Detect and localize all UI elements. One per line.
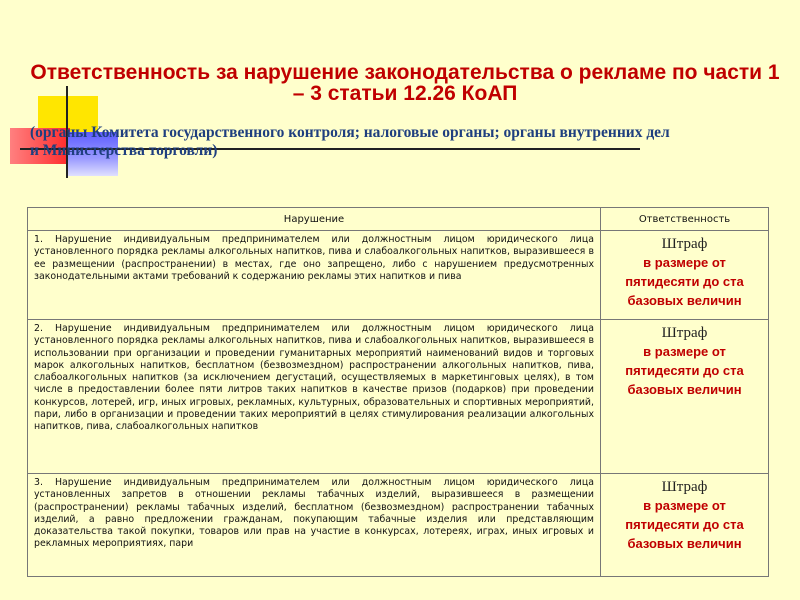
violation-cell: 3. Нарушение индивидуальным предпринимателем или должностным лицом юридического лица установленных запретов в отношении рекламы табачных изделий, выразившееся в размещении (распространении) рекламы табачных изделий, бесплатном (безвозмездном) распространении табачных изделий, а равно предложении гражданам, покупающим табачные изделия или представляющим доказательства такой покупки, товаров или прав на участие в конкурсах, лотереях, играх, иных игровых и рекламных мероприятиях, пари bbox=[28, 474, 601, 577]
slide-title: Ответственность за нарушение законодательства о рекламе по части 1 – 3 статьи 12.26 КоАП bbox=[30, 61, 780, 105]
violation-cell: 2. Нарушение индивидуальным предпринимателем или должностным лицом юридического лица установленного порядка рекламы алкогольных напитков, пива и слабоалкогольных напитков, выразившееся в использовании при организации и проведении гуманитарных мероприятий наименований видов и торговых марок алкогольных напитков, бесплатном (безвозмездном) распространении алкогольных напитков, пива, слабоалкогольных напитков (за исключением дегустаций, осуществляемых в маркетинговых целях), в том числе в предоставлении более пяти литров таких напитков в качестве призов (подарков) при проведении конкурсов, лотерей, игр, иных игровых, рекламных, культурных, образовательных и спортивных мероприятий, пари, либо в организации и проведении таких мероприятий в целях стимулирования реализации алкогольных напитков, пива, слабоалкогольных напитков bbox=[28, 320, 601, 474]
responsibility-cell bbox=[601, 320, 769, 474]
responsibility-cell bbox=[601, 474, 769, 577]
header-responsibility: Ответственность bbox=[601, 208, 769, 231]
fine-description: в размере от пятидесяти до ста базовых величин bbox=[625, 498, 744, 551]
slide-subtitle: (органы Комитета государственного контроля; налоговые органы; органы внутренних дел и Министерства торговли) bbox=[30, 124, 670, 159]
table-row bbox=[28, 320, 769, 474]
responsibility-cell bbox=[601, 231, 769, 320]
fine-label: Штраф bbox=[661, 236, 708, 252]
fine-description: в размере от пятидесяти до ста базовых величин bbox=[625, 344, 744, 397]
header-violation: Нарушение bbox=[28, 208, 601, 231]
fine-label: Штраф bbox=[661, 479, 708, 495]
table-row bbox=[28, 231, 769, 320]
table-header-row bbox=[28, 208, 769, 231]
fine-label: Штраф bbox=[661, 325, 708, 341]
table-row bbox=[28, 474, 769, 577]
violation-cell: 1. Нарушение индивидуальным предпринимателем или должностным лицом юридического лица установленного порядка рекламы алкогольных напитков, пива и слабоалкогольных напитков, выразившееся в ее размещении (распространении) в местах, где оно запрещено, либо с нарушением предусмотренных законодательными актами требований к содержанию рекламы этих напитков и пива bbox=[28, 231, 601, 320]
fine-description: в размере от пятидесяти до ста базовых величин bbox=[625, 255, 744, 308]
responsibility-table bbox=[27, 207, 769, 577]
